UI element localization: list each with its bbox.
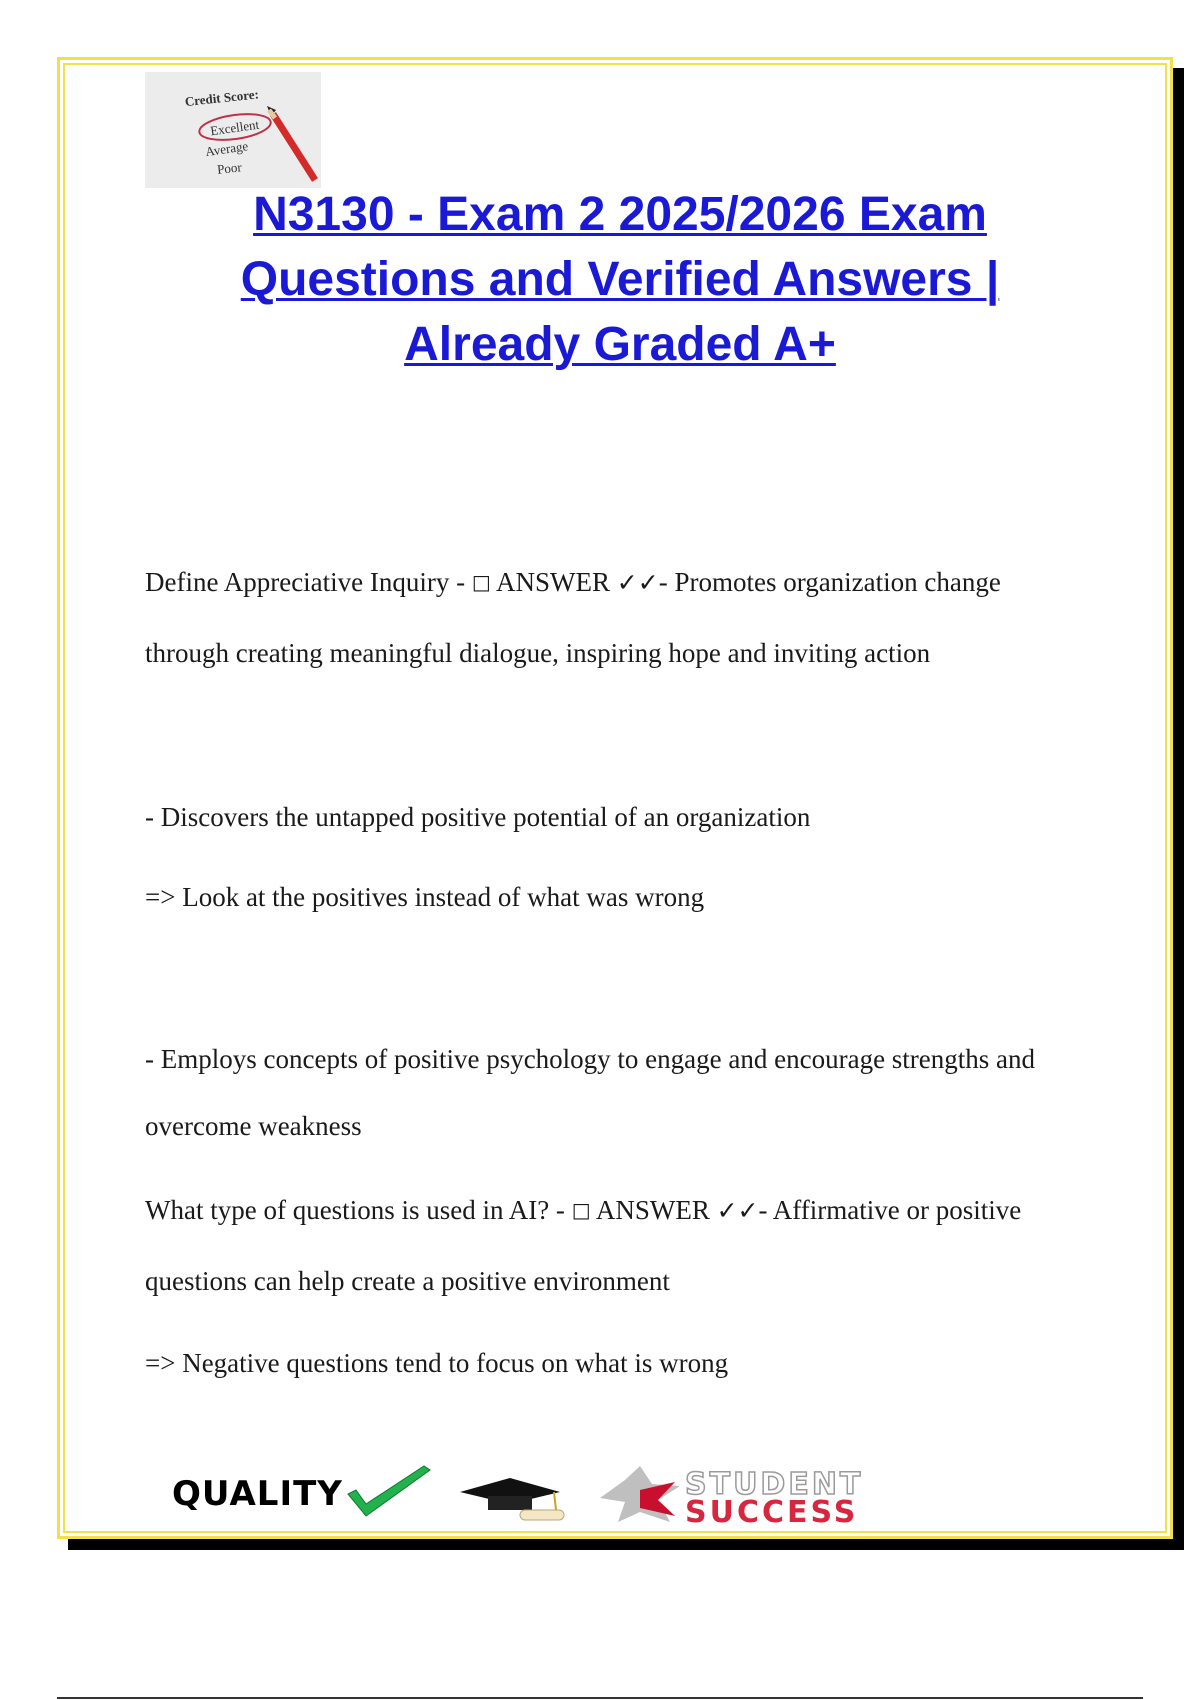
bullet-employs-line-1: - Employs concepts of positive psychology to engage and encourage strengths and: [145, 1044, 1036, 1074]
question-1-line-2: through creating meaningful dialogue, inspiring hope and inviting action: [145, 638, 931, 668]
answer-label: ANSWER: [496, 567, 611, 597]
bullet-look-at-positives: => Look at the positives instead of what was wrong: [145, 882, 705, 912]
graduation-cap-icon: [460, 1478, 564, 1520]
student-text: STUDENT: [685, 1467, 864, 1502]
question-2-line-3: => Negative questions tend to focus on what is wrong: [145, 1348, 729, 1378]
logo-option-excellent: Excellent: [209, 116, 260, 139]
logo-heading: Credit Score:: [184, 86, 260, 110]
question-1-line-1: [145, 567, 1001, 598]
quality-text: QUALITY: [172, 1474, 343, 1514]
pencil-icon: [267, 106, 315, 180]
credit-score-logo: [145, 72, 321, 188]
success-text: SUCCESS: [685, 1495, 859, 1530]
bullet-discovers: - Discovers the untapped positive potential of an organization: [145, 802, 811, 832]
logo-option-average: Average: [204, 138, 250, 160]
bottom-rule: [57, 1697, 1143, 1699]
answer-marker-icon: □: [571, 1198, 591, 1222]
student-success-logo: [600, 1466, 863, 1530]
logo-option-poor: Poor: [216, 159, 243, 177]
question-1-prompt: Define Appreciative Inquiry -: [145, 567, 472, 597]
answer-marker-icon: □: [471, 570, 491, 594]
bullet-employs-line-2: overcome weakness: [145, 1111, 362, 1141]
question-2-prompt: What type of questions is used in AI? -: [145, 1195, 572, 1225]
green-check-icon: [348, 1466, 430, 1516]
question-2-line-2: questions can help create a positive environment: [145, 1266, 670, 1296]
footer-logos: [170, 1460, 1050, 1530]
double-check-icon: ✓✓: [616, 568, 659, 597]
question-2-line-1: [145, 1195, 1021, 1226]
double-check-icon: ✓✓: [716, 1196, 759, 1225]
quality-logo: [172, 1466, 430, 1516]
answer-label: ANSWER: [595, 1195, 710, 1225]
question-1-answer-start: - Promotes organization change: [658, 567, 1001, 597]
page-title: N3130 - Exam 2 2025/2026 Exam Questions and Verified Answers | Already Graded A+: [240, 188, 1000, 371]
question-2-answer-start: - Affirmative or positive: [758, 1195, 1022, 1225]
